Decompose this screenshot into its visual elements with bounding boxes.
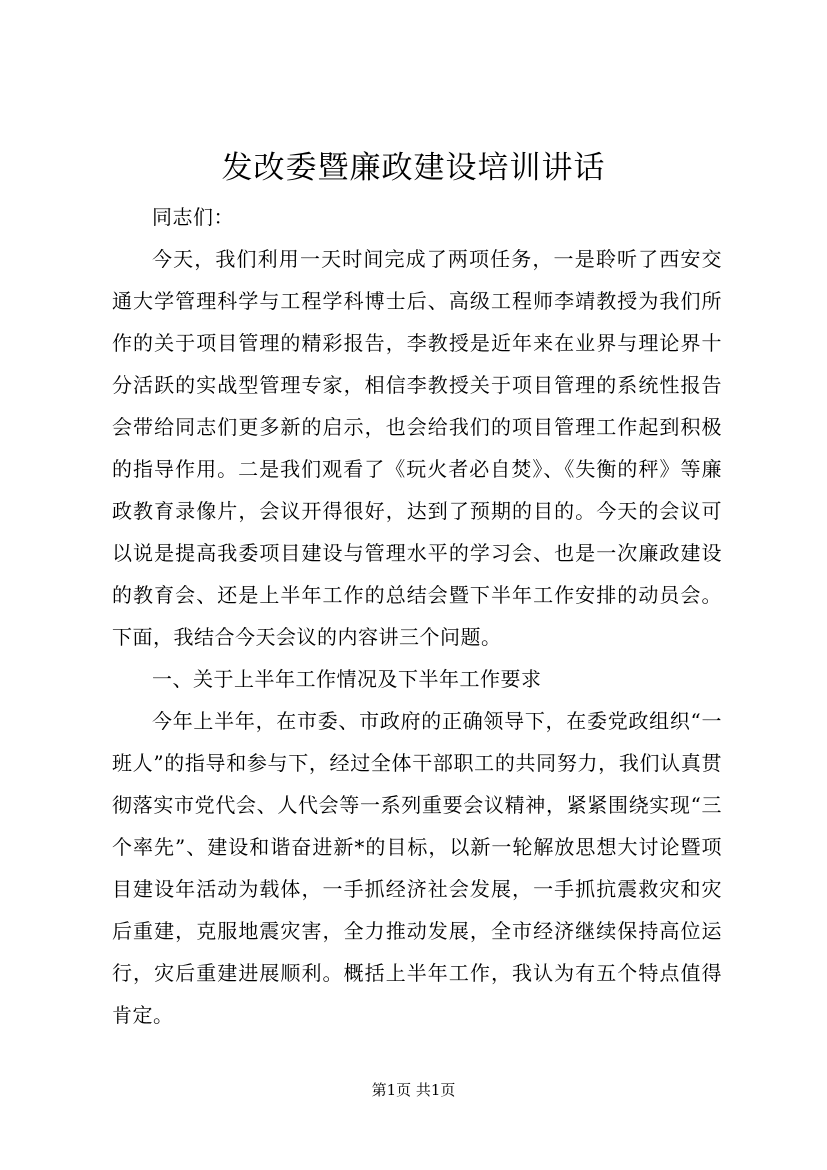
paragraph-first-half-review: 今年上半年，在市委、市政府的正确领导下，在委党政组织“一班人”的指导和参与下，经过全体干部职工的共同努力，我们认真贯彻落实市党代会、人代会等一系列重要会议精神，紧紧围绕实现“三个率先”、建设和谐奋进新*的目标，以新一轮解放思想大讨论暨项目建设年活动为载体，一手抓经济社会发展，一手抓抗震救灾和灾后重建，克服地震灾害，全力推动发展，全市经济继续保持高位运行，灾后重建进展顺利。概括上半年工作，我认为有五个特点值得肯定。 [112, 709, 722, 1027]
salutation: 同志们： [152, 205, 234, 229]
page-footer: 第1页 共1页 [371, 1081, 456, 1099]
document-title: 发改委暨廉政建设培训讲话 [221, 150, 606, 186]
section-heading: 一、关于上半年工作情况及下半年工作要求 [152, 667, 542, 691]
document-body [112, 196, 722, 1036]
paragraph-intro: 今天，我们利用一天时间完成了两项任务，一是聆听了西安交通大学管理科学与工程学科博士后、高级工程师李靖教授为我们所作的关于项目管理的精彩报告，李教授是近年来在业界与理论界十分活跃的实战型管理专家，相信李教授关于项目管理的系统性报告会带给同志们更多新的启示，也会给我们的项目管理工作起到积极的指导作用。二是我们观看了《玩火者必自焚》、《失衡的秤》等廉政教育录像片，会议开得很好，达到了预期的目的。今天的会议可以说是提高我委项目建设与管理水平的学习会、也是一次廉政建设的教育会、还是上半年工作的总结会暨下半年工作安排的动员会。下面，我结合今天会议的内容讲三个问题。 [112, 247, 722, 649]
